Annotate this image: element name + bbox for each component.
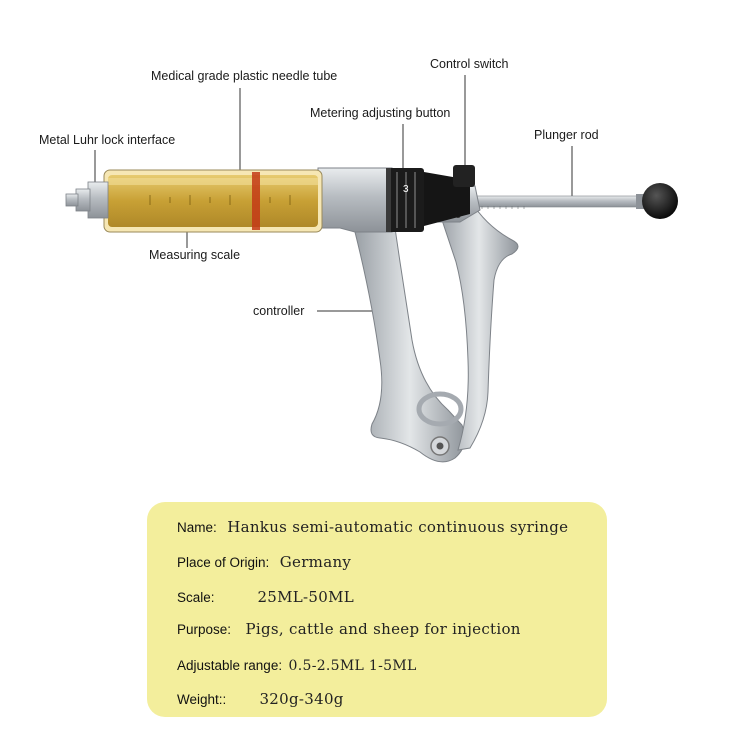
metering-button-label: Metering adjusting button [310,106,451,120]
spec-value-name: Hankus semi-automatic continuous syringe [227,518,569,536]
dial-number: 3 [403,184,409,195]
spec-row-origin [177,553,351,572]
control-switch [453,165,475,187]
plunger-rod [470,194,650,209]
controller-handle [355,228,465,462]
spec-card [147,502,607,717]
spec-row-name [177,518,568,537]
spec-row-scale [177,588,354,607]
spec-label-weight: Weight:: [177,692,227,707]
metal-body [318,168,392,232]
trigger-lever [440,200,518,450]
syringe-barrel [104,170,322,232]
controller-label: controller [253,304,305,318]
luhr-lock-label: Metal Luhr lock interface [39,133,176,147]
spec-value-range: 0.5-2.5ML 1-5ML [288,658,417,674]
spec-label-range: Adjustable range: [177,658,283,673]
spec-label-name: Name: [177,520,217,535]
spec-row-range [177,657,417,675]
spec-label-scale: Scale: [177,590,215,605]
luer-lock-nozzle [66,182,108,218]
spec-value-weight: 320g-340g [259,690,344,708]
plunger-rod-label: Plunger rod [534,128,599,142]
spec-value-origin: Germany [279,553,352,571]
control-switch-label: Control switch [430,57,509,71]
needle-tube-label: Medical grade plastic needle tube [151,69,338,83]
spec-row-weight [177,690,344,709]
spec-row-purpose [177,620,521,639]
spec-label-purpose: Purpose: [177,622,232,637]
plunger-knob [642,183,678,219]
spec-label-origin: Place of Origin: [177,555,270,570]
spec-value-scale: 25ML-50ML [257,588,355,606]
measuring-scale-label: Measuring scale [149,248,241,262]
spec-value-purpose: Pigs, cattle and sheep for injection [245,620,521,638]
